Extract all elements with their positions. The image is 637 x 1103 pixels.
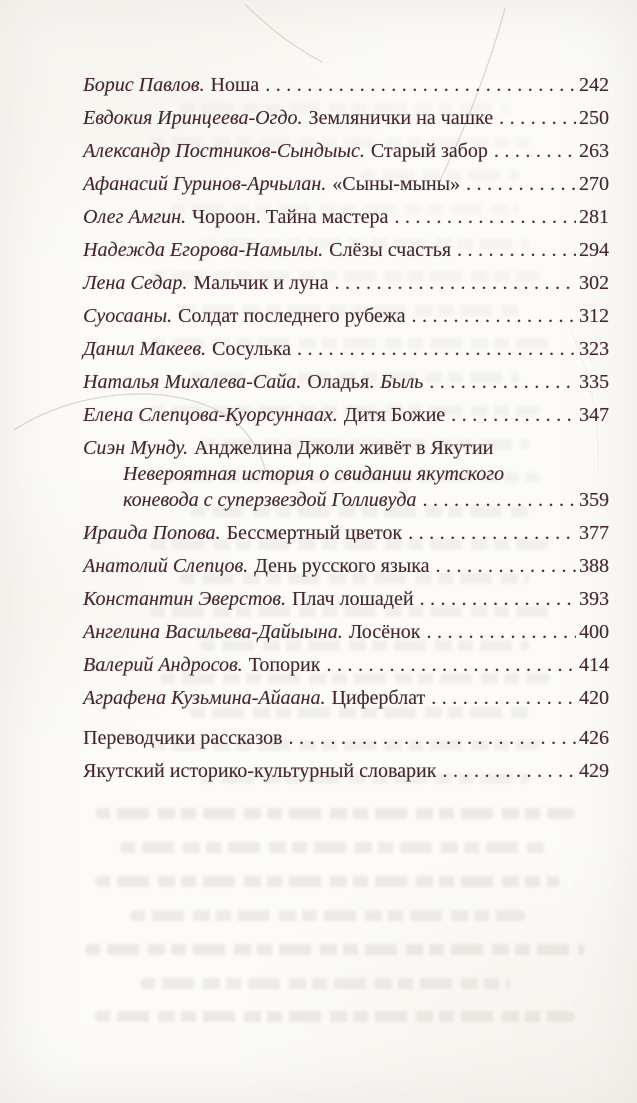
toc-line <box>83 725 609 751</box>
toc-sections <box>83 725 609 784</box>
toc-author: Суосааны. <box>83 305 173 327</box>
toc-page-number: 359 <box>579 489 609 511</box>
toc-title: Анджелина Джоли живёт в Якутии <box>194 437 494 459</box>
toc-page-number: 270 <box>579 173 609 195</box>
toc-dot-leader <box>334 270 576 296</box>
toc-page-number: 294 <box>579 239 609 261</box>
toc-entry <box>83 520 609 546</box>
toc-title: День русского языка <box>254 555 430 577</box>
toc-dot-leader <box>422 487 576 513</box>
toc-dot-leader <box>466 171 576 197</box>
toc-title: Землянички на чашке <box>308 107 494 129</box>
toc-entry <box>83 303 609 329</box>
toc-line <box>83 402 609 428</box>
toc-title: Лосёнок <box>348 621 421 643</box>
toc-page-number: 414 <box>579 654 609 676</box>
toc-page-number: 377 <box>579 522 609 544</box>
toc-dot-leader <box>420 586 576 612</box>
toc-author: Ангелина Васильева-Дайыына. <box>83 621 343 643</box>
toc-line <box>83 652 609 678</box>
toc-line <box>83 586 609 612</box>
toc-entry <box>83 402 609 428</box>
toc-line <box>83 685 609 711</box>
toc-dot-leader <box>442 758 576 784</box>
toc-page-number: 429 <box>579 760 609 782</box>
toc-author: Валерий Андросов. <box>83 654 243 676</box>
toc-author: Константин Эверстов. <box>83 588 286 610</box>
toc-line <box>83 303 609 329</box>
toc-section-title: Переводчики рассказов <box>83 727 283 749</box>
toc-title: Плач лошадей <box>291 588 414 610</box>
toc-title-italic: Быль <box>380 371 424 393</box>
toc-author: Александр Постников-Сындыыс. <box>83 140 365 162</box>
toc-title: Топорик <box>248 654 321 676</box>
toc-dot-leader <box>429 369 576 395</box>
toc-entry <box>83 336 609 362</box>
toc-line <box>83 171 609 197</box>
toc-dot-leader <box>435 553 576 579</box>
toc-title: Солдат последнего рубежа <box>178 305 406 327</box>
toc-dot-leader <box>451 402 576 428</box>
toc-line <box>83 369 609 395</box>
toc-line <box>83 461 609 487</box>
toc-entry <box>83 652 609 678</box>
bleed-through-line <box>95 1011 575 1022</box>
toc-author: Афанасий Гуринов-Арчылан. <box>83 173 327 195</box>
toc-line <box>83 204 609 230</box>
toc-title: Циферблат <box>331 687 426 709</box>
toc-line <box>83 237 609 263</box>
toc-entry <box>83 685 609 711</box>
toc-author: Ираида Попова. <box>83 522 221 544</box>
toc-entry <box>83 105 609 131</box>
toc-author: Елена Слепцова-Куорсуннаах. <box>83 404 338 426</box>
toc-line <box>83 105 609 131</box>
toc-title: Ноша <box>210 74 260 96</box>
toc-section-title: Якутский историко-культурный словарик <box>83 760 437 782</box>
toc-page-number: 302 <box>579 272 609 294</box>
toc-line <box>83 520 609 546</box>
toc-title: Невероятная история о свидании якутского <box>123 463 505 485</box>
toc-entry <box>83 369 609 395</box>
toc-author: Олег Амгин. <box>83 206 187 228</box>
toc-author: Анатолий Слепцов. <box>83 555 249 577</box>
toc-line <box>83 487 609 513</box>
toc-entry <box>83 138 609 164</box>
bleed-through-line <box>85 944 585 955</box>
toc-dot-leader <box>426 619 576 645</box>
toc-line <box>83 138 609 164</box>
toc-line <box>83 553 609 579</box>
toc-dot-leader <box>394 204 576 230</box>
toc-line <box>83 435 609 461</box>
toc-page-number: 400 <box>579 621 609 643</box>
toc-page-number: 323 <box>579 338 609 360</box>
toc-dot-leader <box>265 72 576 98</box>
toc-author: Сиэн Мунду. <box>83 437 189 459</box>
toc-line <box>83 72 609 98</box>
toc-author: Лена Седар. <box>83 272 188 294</box>
toc-entry <box>83 171 609 197</box>
toc-page-number: 250 <box>579 107 609 129</box>
toc-title: Бессмертный цветок <box>226 522 403 544</box>
toc-dot-leader <box>494 138 576 164</box>
toc-page-number: 263 <box>579 140 609 162</box>
toc-entry <box>83 619 609 645</box>
toc-title: Чороон. Тайна мастера <box>192 206 389 228</box>
toc-page-number: 393 <box>579 588 609 610</box>
toc-title: коневода с суперзвездой Голливуда <box>123 489 417 511</box>
toc-page-number: 281 <box>579 206 609 228</box>
toc-title: Старый забор <box>370 140 488 162</box>
toc-author: Наталья Михалева-Сайа. <box>83 371 302 393</box>
toc-page-number: 420 <box>579 687 609 709</box>
toc-dot-leader <box>411 303 576 329</box>
toc-title: Сосулька <box>212 338 292 360</box>
toc-entry <box>83 72 609 98</box>
toc-entry <box>83 270 609 296</box>
toc-author: Борис Павлов. <box>83 74 205 96</box>
toc-author: Евдокия Иринцеева-Огдо. <box>83 107 303 129</box>
toc-line <box>83 270 609 296</box>
toc-dot-leader <box>408 520 576 546</box>
toc-line <box>83 336 609 362</box>
toc-author: Данил Макеев. <box>83 338 207 360</box>
toc-dot-leader <box>499 105 576 131</box>
toc-author: Аграфена Кузьмина-Айаана. <box>83 687 326 709</box>
toc-title: Оладья. <box>307 371 375 393</box>
toc-entry <box>83 435 609 513</box>
toc-author: Надежда Егорова-Намылы. <box>83 239 324 261</box>
toc-entry <box>83 553 609 579</box>
toc-entry <box>83 586 609 612</box>
toc-page-number: 312 <box>579 305 609 327</box>
toc-line <box>83 619 609 645</box>
toc-page-number: 242 <box>579 74 609 96</box>
toc-line <box>83 758 609 784</box>
bleed-through-line <box>140 978 510 989</box>
toc-title: Мальчик и луна <box>193 272 329 294</box>
table-of-contents <box>83 72 609 791</box>
toc-entries <box>83 72 609 711</box>
toc-dot-leader <box>326 652 576 678</box>
bleed-through-line <box>95 808 575 819</box>
bleed-through-line <box>130 910 525 921</box>
toc-page-number: 335 <box>579 371 609 393</box>
toc-page-number: 388 <box>579 555 609 577</box>
bleed-through-line <box>95 876 560 887</box>
toc-entry <box>83 237 609 263</box>
toc-dot-leader <box>297 336 576 362</box>
toc-title: Слёзы счастья <box>329 239 452 261</box>
toc-dot-leader <box>431 685 576 711</box>
bleed-through-line <box>120 842 550 853</box>
toc-page-number: 426 <box>579 727 609 749</box>
toc-title: Дитя Божие <box>343 404 446 426</box>
toc-title: «Сыны-мыны» <box>332 173 461 195</box>
toc-page-number: 347 <box>579 404 609 426</box>
toc-entry <box>83 204 609 230</box>
toc-dot-leader <box>288 725 576 751</box>
toc-dot-leader <box>457 237 576 263</box>
